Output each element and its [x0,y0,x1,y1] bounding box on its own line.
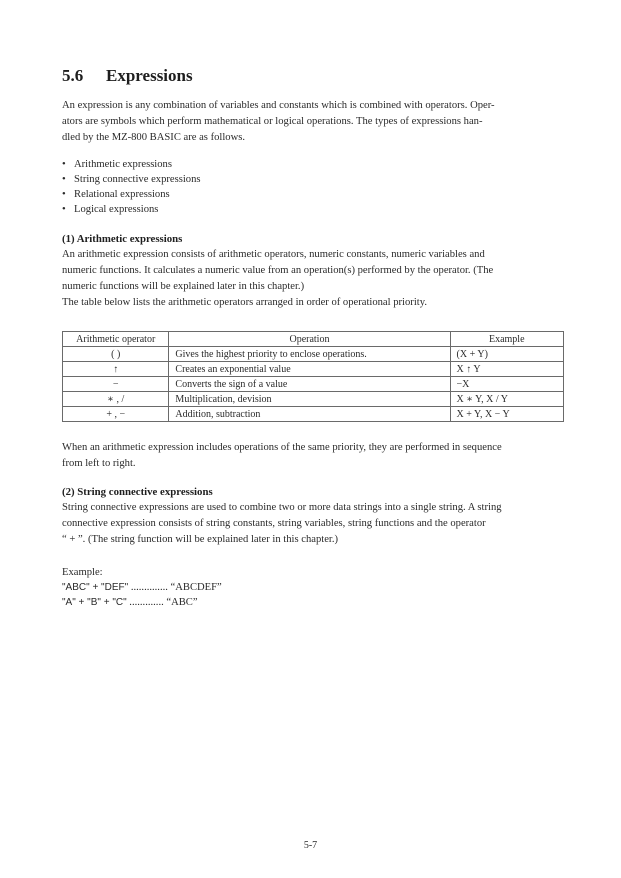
table-row [63,362,564,377]
operator-cell: ↑ [63,362,169,377]
intro-paragraph [62,98,562,146]
example-result: “ABC” [166,597,198,608]
table-row [63,377,564,392]
example-result: “ABCDEF” [170,582,222,593]
list-item: • Relational expressions [62,189,170,200]
arithmetic-line: An arithmetic expression consists of arithmetic operators, numeric constants, numeric variables and [62,249,485,260]
string-line: “ + ”. (The string function will be explained later in this chapter.) [62,534,339,545]
arithmetic-paragraph [62,247,562,311]
arithmetic-heading: (1) Arithmetic expressions [62,233,183,245]
example-block [62,565,222,610]
priority-note-paragraph [62,440,562,472]
string-heading: (2) String connective expressions [62,486,213,498]
list-item: • String connective expressions [62,174,201,185]
string-line: connective expression consists of string constants, string variables, string functions and the operator [62,518,486,529]
example-expression: "ABC" + "DEF" [62,582,129,593]
bullet-icon: • [62,189,66,200]
intro-line: dled by the MZ-800 BASIC are as follows. [62,132,246,143]
list-item: • Arithmetic expressions [62,159,172,170]
section-number: 5.6 [62,66,84,85]
string-line: String connective expressions are used to combine two or more data strings into a single string. A string [62,502,502,513]
section-heading [62,66,193,86]
operator-cell: − [63,377,169,392]
bullet-icon: • [62,159,66,170]
table-row [63,407,564,422]
operator-cell: ( ) [63,347,169,362]
example-line [62,595,222,610]
col-header-operator: Arithmetic operator [63,332,169,347]
example-cell: −X [450,377,563,392]
operator-table [62,331,564,422]
table-row [63,347,564,362]
example-leader-dots: .............. [128,582,171,593]
priority-note-line: When an arithmetic expression includes operations of the same priority, they are performed in sequence [62,442,502,453]
bullet-icon: • [62,204,66,215]
operation-cell: Creates an exponential value [169,362,450,377]
example-cell: X ∗ Y, X / Y [450,392,563,407]
example-line [62,580,222,595]
priority-note-line: from left to right. [62,458,136,469]
page-number: 5-7 [303,840,318,851]
arithmetic-line: numeric functions. It calculates a numeric value from an operation(s) performed by the operator. (The [62,265,494,276]
col-header-operation: Operation [169,332,450,347]
example-cell: (X + Y) [450,347,563,362]
table-header-row [63,332,564,347]
operator-cell: ∗ , / [63,392,169,407]
table-row [63,392,564,407]
list-item: • Logical expressions [62,204,159,215]
arithmetic-line: numeric functions will be explained later in this chapter.) [62,281,305,292]
intro-line: ators are symbols which perform mathematical or logical operations. The types of expressions han- [62,116,483,127]
arithmetic-line: The table below lists the arithmetic operators arranged in order of operational priority. [62,297,427,308]
operation-cell: Multiplication, devision [169,392,450,407]
bullet-icon: • [62,174,66,185]
operation-cell: Gives the highest priority to enclose operations. [169,347,450,362]
section-title: Expressions [106,66,193,85]
example-cell: X + Y, X − Y [450,407,563,422]
string-paragraph [62,500,562,548]
example-expression: "A" + "B" + "C" [62,597,127,608]
expression-types-list [62,157,201,217]
example-leader-dots: ............. [126,597,167,608]
operation-cell: Addition, subtraction [169,407,450,422]
operator-cell: + , − [63,407,169,422]
example-cell: X ↑ Y [450,362,563,377]
operation-cell: Converts the sign of a value [169,377,450,392]
intro-line: An expression is any combination of variables and constants which is combined with operators. Oper- [62,100,495,111]
example-label: Example: [62,567,103,578]
col-header-example: Example [450,332,563,347]
